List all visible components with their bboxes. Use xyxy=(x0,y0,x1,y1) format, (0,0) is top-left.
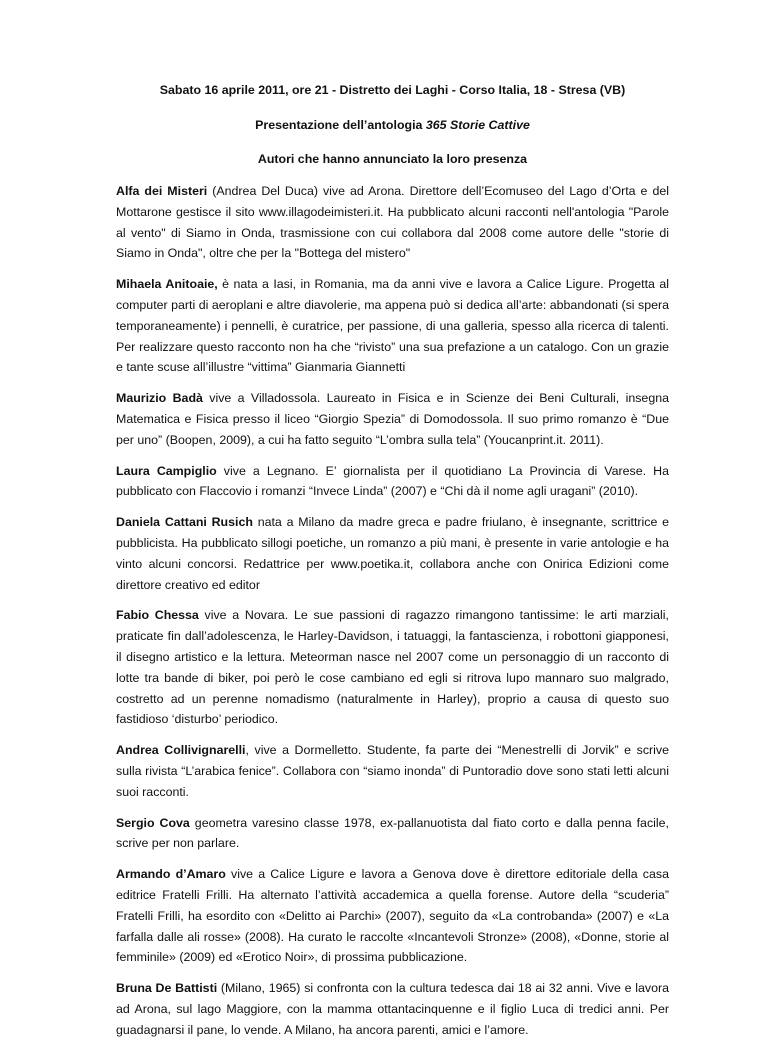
author-bio: vive a Calice Ligure e lavora a Genova dove è direttore editoriale della casa editrice Fratelli Frilli. Ha alternato l’attività accademica a quella forense. Autore della “scuderia” Fratelli Frilli, ha esordito con «Delitto ai Parchi» (2007), seguito da «La controbanda» (2007) e «La farfalla dalle ali rosse» (2008). Ha curato le raccolte «Incantevoli Stronze» (2008), «Donne, storie al femminile» (2009) ed «Erotico Noir», di prossima pubblicazione. xyxy=(116,867,669,965)
author-entry xyxy=(116,388,669,450)
presentation-prefix: Presentazione dell’antologia xyxy=(255,118,426,132)
author-name: Andrea Collivignarelli xyxy=(116,743,246,758)
author-entry xyxy=(116,864,669,968)
presentation-heading xyxy=(116,117,669,133)
author-name: Maurizio Badà xyxy=(116,391,203,406)
authors-list xyxy=(116,181,669,1040)
author-bio: geometra varesino classe 1978, ex-pallanuotista dal fiato corto e dalla penna facile, scrive per non parlare. xyxy=(116,815,669,851)
author-bio: vive a Villadossola. Laureato in Fisica e in Scienze dei Beni Culturali, insegna Matematica e Fisica presso il liceo “Giorgio Spezia” di Domodossola. Il suo primo romanzo è “Due per uno” (Boopen, 2009), a cui ha fatto seguito “L’ombra sulla tela” (Youcanprint.it. 2011). xyxy=(116,391,669,447)
author-bio: vive a Legnano. E’ giornalista per il quotidiano La Provincia di Varese. Ha pubblicato con Flaccovio i romanzi “Invece Linda” (2007) e “Chi dà il nome agli uragani” (2010). xyxy=(116,463,670,499)
author-entry xyxy=(116,461,669,503)
event-heading: Sabato 16 aprile 2011, ore 21 - Distretto dei Laghi - Corso Italia, 18 - Stresa (VB) xyxy=(159,83,626,97)
author-bio: è nata a Iasi, in Romania, ma da anni vive e lavora a Calice Ligure. Progetta al computer parti di aeroplani e altre diavolerie, ma appena può si dedica all’arte: abbandonati (si spera temporaneamente) i pennelli, è curatrice, per passione, di una galleria, spesso alla ricerca di talenti. Per realizzare questo racconto non ha che “rivisto” una sua prefazione a un catalogo. Con un grazie e tante scuse all’illustre “vittima” Gianmaria Giannetti xyxy=(116,277,669,375)
author-name: Laura Campiglio xyxy=(116,463,217,478)
author-bio: nata a Milano da madre greca e padre friulano, è insegnante, scrittrice e pubblicista. Ha pubblicato sillogi poetiche, un romanzo a più mani, è presente in varie antologie e ha vinto alcuni concorsi. Redattrice per www.poetika.it, collabora anche con Onirica Edizioni come direttore creativo ed editor xyxy=(116,515,670,592)
author-name: Bruna De Battisti xyxy=(116,981,218,996)
author-entry xyxy=(116,274,669,378)
author-name: Daniela Cattani Rusich xyxy=(116,515,253,530)
author-bio: vive a Novara. Le sue passioni di ragazzo rimangono tantissime: le arti marziali, praticate fin dall’adolescenza, le Harley-Davidson, i tatuaggi, la fantascienza, i robottoni giapponesi, il disegno artistico e la lettura. Meteorman nasce nel 2007 come un personaggio di un racconto di lotte tra bande di biker, poi però le cose cambiano ed egli si ritrova lupo mannaro suo malgrado, costretto ad un perenne nomadismo (naturalmente in Harley), proprio a causa di questo suo fastidioso ‘disturbo’ periodico. xyxy=(116,608,669,727)
authors-heading: Autori che hanno annunciato la loro presenza xyxy=(257,152,528,166)
author-entry xyxy=(116,512,669,595)
author-name: Fabio Chessa xyxy=(116,608,199,623)
author-bio: (Milano, 1965) si confronta con la cultura tedesca dai 18 ai 32 anni. Vive e lavora ad Arona, sul lago Maggiore, con la mamma ottantacinquenne e il figlio Luca di tredici anni. Per guadagnarsi il pane, lo vende. A Milano, ha ancora parenti, amici e l’amore. xyxy=(116,981,669,1037)
author-name: Armando d’Amaro xyxy=(116,867,226,882)
author-bio: (Andrea Del Duca) vive ad Arona. Direttore dell’Ecomuseo del Lago d’Orta e del Mottarone gestisce il sito www.illagodeimisteri.it. Ha pubblicato alcuni racconti nell'antologia "Parole al vento" di Siamo in Onda, trasmissione con cui collabora dal 2008 come autore delle "storie di Siamo in Onda", oltre che per la "Bottega del mistero" xyxy=(116,184,669,261)
author-bio: , vive a Dormelletto. Studente, fa parte dei “Menestrelli di Jorvik” e scrive sulla rivista “L’arabica fenice”. Collabora con “siamo inonda” di Puntoradio dove sono stati letti alcuni suoi racconti. xyxy=(116,743,669,799)
author-entry xyxy=(116,978,669,1040)
author-entry xyxy=(116,605,669,730)
author-entry xyxy=(116,813,669,855)
author-entry xyxy=(116,740,669,802)
author-name: Sergio Cova xyxy=(116,815,190,830)
author-entry xyxy=(116,181,669,264)
anthology-title: 365 Storie Cattive xyxy=(425,118,530,132)
author-name: Alfa dei Misteri xyxy=(116,184,208,198)
author-name: Mihaela Anitoaie, xyxy=(116,277,218,292)
document-page xyxy=(116,62,669,1040)
